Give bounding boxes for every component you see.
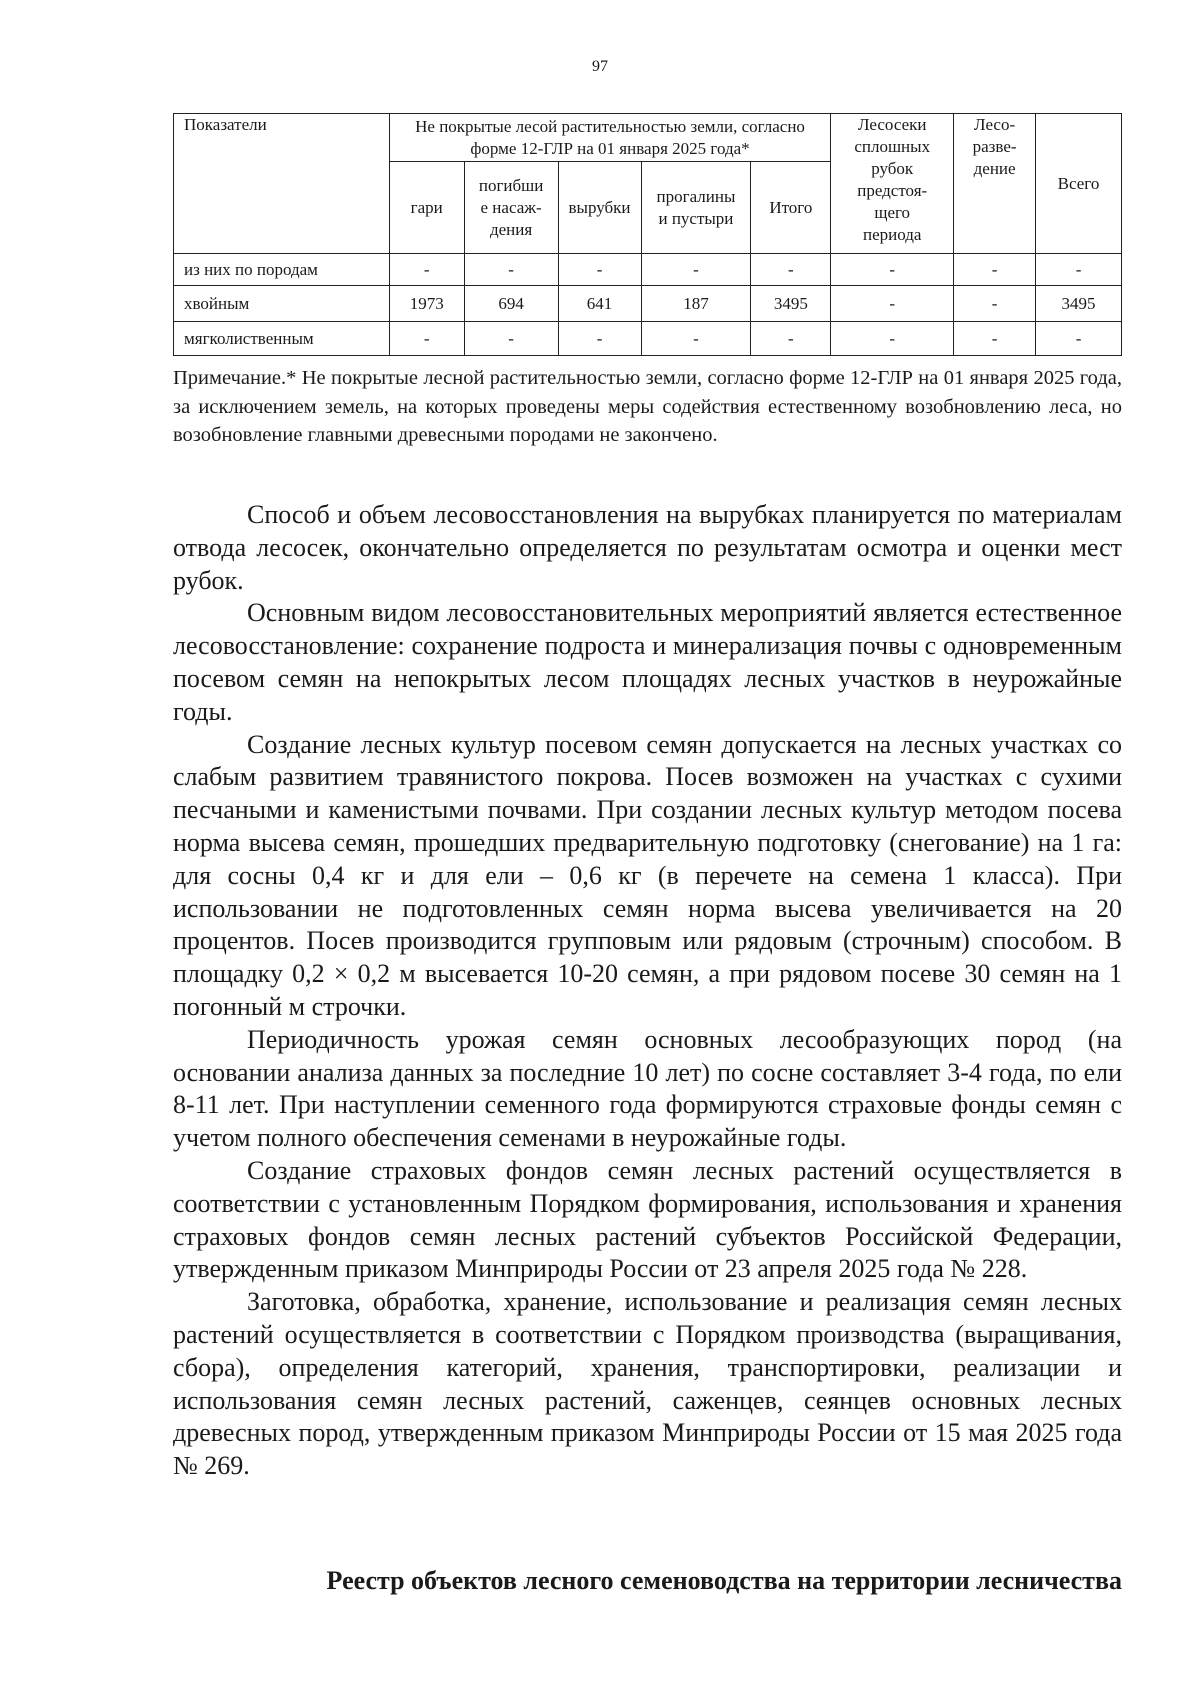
table-row bbox=[174, 322, 1122, 356]
row-label: из них по породам bbox=[174, 254, 390, 286]
header-unforested-land: Не покрытые лесой растительностью земли, согласно форме 12-ГЛР на 01 января 2025 года* bbox=[389, 114, 831, 162]
row-label: хвойным bbox=[174, 286, 390, 322]
body-text bbox=[173, 499, 1122, 1483]
table-cell: - bbox=[464, 254, 558, 286]
header-forestry-line: Лесо- bbox=[974, 115, 1016, 134]
subheader-dead-stands bbox=[464, 162, 558, 254]
section-heading: Реестр объектов лесного семеноводства на территории лесничества bbox=[326, 1566, 1122, 1595]
paragraph: Основным видом лесовосстановительных мероприятий является естественное лесовосстановление: сохранение подроста и минерализация почвы с одновременным посевом семян на непокрытых лесом площадях лесных участков в неурожайные годы. bbox=[173, 598, 1122, 726]
header-forestry bbox=[954, 114, 1036, 254]
subheader-dead-line: дения bbox=[489, 219, 533, 239]
table-cell: 3495 bbox=[751, 286, 831, 322]
subheader-glades-line: и пустыри bbox=[658, 208, 734, 228]
subheader-burns: гари bbox=[389, 162, 464, 254]
table-cell: 1973 bbox=[389, 286, 464, 322]
table-cell: - bbox=[389, 254, 464, 286]
header-total: Всего bbox=[1036, 114, 1122, 254]
header-clearcut-line: щего bbox=[874, 203, 911, 222]
header-clearcut-line: Лесосеки bbox=[857, 115, 927, 134]
paragraph: Периодичность урожая семян основных лесообразующих пород (на основании анализа данных за последние 10 лет) по сосне составляет 3-4 года, по ели 8-11 лет. При наступлении семенного года формируются страховые фонды семян с учетом полного обеспечения семенами в неурожайные годы. bbox=[173, 1024, 1122, 1153]
table-note: Примечание.* Не покрытые лесной растительностью земли, согласно форме 12-ГЛР на 01 января 2025 года, за исключением земель, на которых проведены меры содействия естественному возобновлению леса, но возобновление главными древесными породами не закончено. bbox=[173, 367, 1122, 446]
header-clearcut-line: периода bbox=[863, 225, 922, 244]
paragraph: Создание лесных культур посевом семян допускается на лесных участках со слабым развитием травянистого покрова. Посев возможен на участках с сухими песчаными и каменистыми почвами. При создании лесных культур методом посева норма высева семян, прошедших предварительную подготовку (снегование) на 1 га: для сосны 0,4 кг и для ели – 0,6 кг (в перечете на семена 1 класса). При использовании не подготовленных семян норма высева увеличивается на 20 процентов. Посев производится групповым или рядовым (строчным) способом. В площадку 0,2 × 0,2 м высевается 10-20 семян, а при рядовом посеве 30 семян на 1 погонный м строчки. bbox=[173, 729, 1122, 1021]
table-cell: - bbox=[831, 286, 954, 322]
subheader-glades bbox=[641, 162, 751, 254]
table-cell: - bbox=[1036, 322, 1122, 356]
table-cell: 3495 bbox=[1036, 286, 1122, 322]
header-forestry-line: разве- bbox=[972, 137, 1017, 156]
row-label: мягколиственным bbox=[174, 322, 390, 356]
paragraph: Заготовка, обработка, хранение, использование и реализация семян лесных растений осуществляется в соответствии с Порядком производства (выращивания, сбора), определения категорий, хранения, транспортировки, реализации и использования семян лесных растений, саженцев, сеянцев основных лесных древесных пород, утвержденным приказом Минприроды России от 15 мая 2025 года № 269. bbox=[173, 1287, 1122, 1481]
table-cell: - bbox=[954, 254, 1036, 286]
table-cell: - bbox=[464, 322, 558, 356]
table-cell: - bbox=[641, 322, 751, 356]
header-clearcut-line: рубок bbox=[871, 159, 914, 178]
subheader-itogo: Итого bbox=[751, 162, 831, 254]
subheader-cuttings: вырубки bbox=[558, 162, 641, 254]
page-number: 97 bbox=[592, 58, 608, 75]
table-cell: - bbox=[1036, 254, 1122, 286]
header-clearcut-line: предстоя- bbox=[857, 181, 928, 200]
table-cell: - bbox=[831, 322, 954, 356]
table-cell: - bbox=[558, 254, 641, 286]
header-forestry-line: дение bbox=[973, 159, 1016, 178]
header-clearcut-line: сплошных bbox=[854, 137, 931, 156]
table-cell: 694 bbox=[464, 286, 558, 322]
table-cell: - bbox=[831, 254, 954, 286]
header-indicators: Показатели bbox=[174, 114, 390, 254]
table-row bbox=[174, 286, 1122, 322]
header-clearcut-areas bbox=[831, 114, 954, 254]
unforested-land-table bbox=[173, 113, 1122, 356]
paragraph: Создание страховых фондов семян лесных растений осуществляется в соответствии с установленным Порядком формирования, использования и хранения страховых фондов семян лесных растений субъектов Российской Федерации, утвержденным приказом Минприроды России от 23 апреля 2025 года № 228. bbox=[173, 1155, 1122, 1284]
table-cell: - bbox=[389, 322, 464, 356]
table-cell: - bbox=[954, 322, 1036, 356]
table-cell: 641 bbox=[558, 286, 641, 322]
subheader-glades-line: прогалины bbox=[656, 186, 736, 206]
table-row bbox=[174, 254, 1122, 286]
subheader-dead-line: е насаж- bbox=[480, 197, 542, 217]
table-cell: - bbox=[558, 322, 641, 356]
table-cell: - bbox=[954, 286, 1036, 322]
table-cell: 187 bbox=[641, 286, 751, 322]
table-header-row bbox=[174, 114, 1122, 162]
table-cell: - bbox=[751, 254, 831, 286]
paragraph: Способ и объем лесовосстановления на вырубках планируется по материалам отвода лесосек, окончательно определяется по результатам осмотра и оценки мест рубок. bbox=[173, 500, 1122, 595]
table-cell: - bbox=[641, 254, 751, 286]
table-cell: - bbox=[751, 322, 831, 356]
subheader-dead-line: погибши bbox=[478, 175, 544, 195]
